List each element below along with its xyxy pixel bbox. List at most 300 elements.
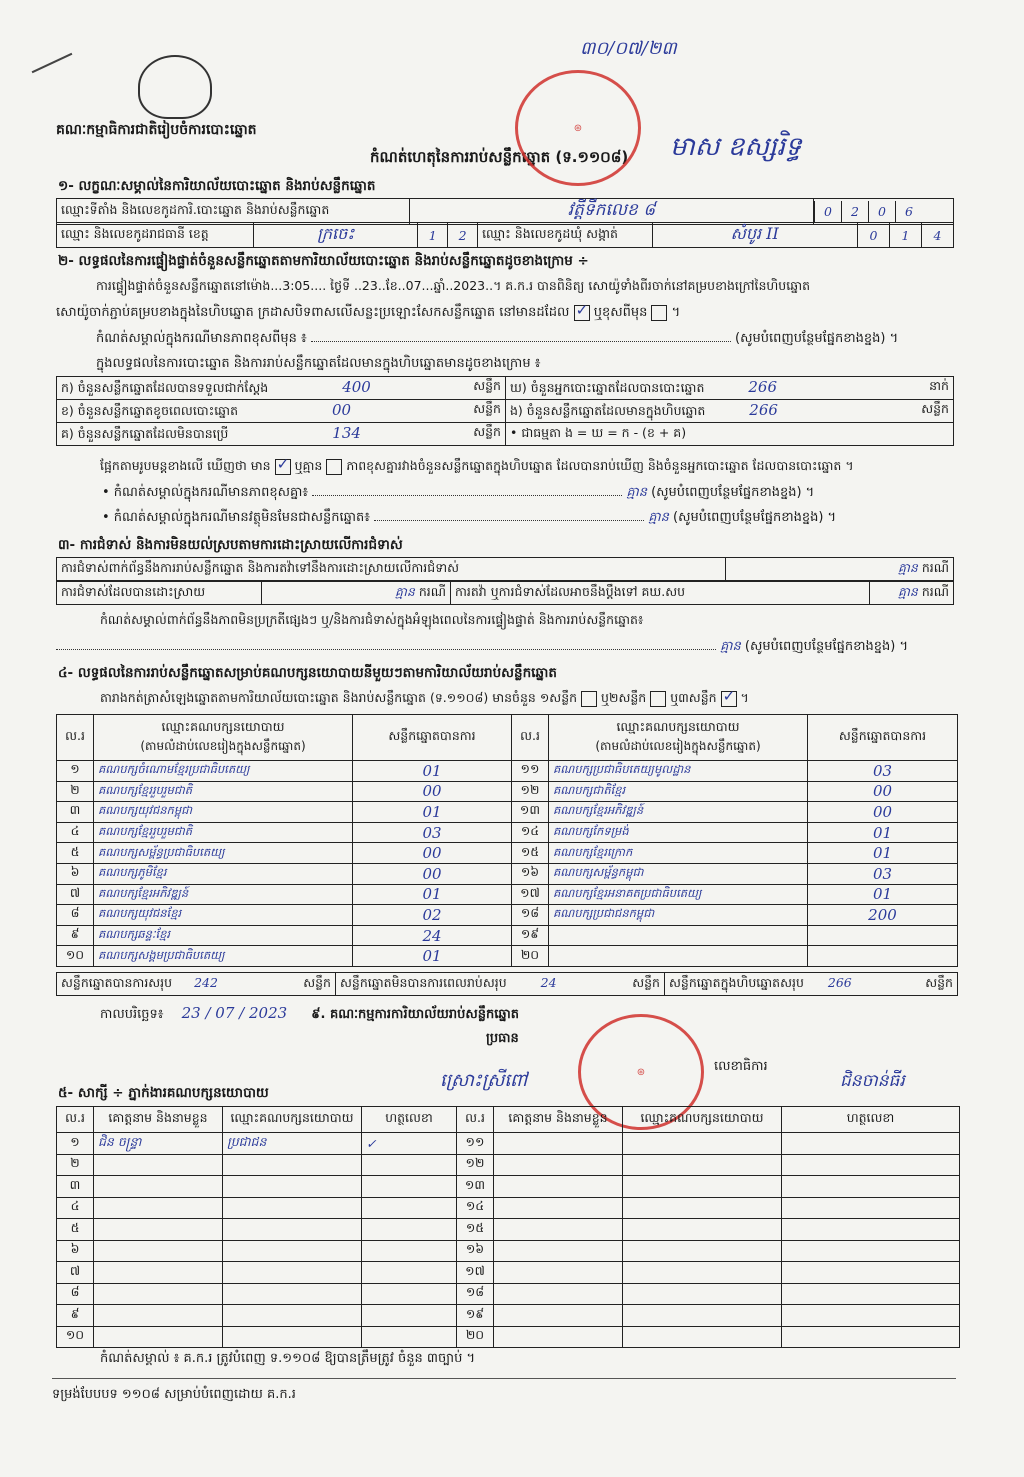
- total-unit: សន្លឹក: [632, 974, 660, 990]
- s2-para4-c: ភាពខុសគ្នារវាងចំនួនសន្លឹកឆ្នោតក្នុងហិបឆ្នោត ដែលបានរាប់ឃើញ និងចំនួនអ្នកបោះឆ្នោត ដែលបានបោះឆ្នោត ។: [346, 458, 854, 473]
- table-row: [57, 1326, 960, 1348]
- s2-bullet1: • កំណត់សម្គាល់ក្នុងករណីមានភាពខុសគ្នា៖: [102, 485, 309, 500]
- s2-para4-line: [100, 458, 854, 477]
- party-votes: 01: [808, 822, 958, 843]
- row-no: ១៩: [457, 1305, 494, 1327]
- section1-table-row2: [56, 222, 954, 248]
- row-no: ១៤: [512, 822, 549, 843]
- table-row: [57, 1240, 960, 1262]
- three-sheets-checkbox[interactable]: [721, 691, 737, 707]
- s3-row2-label2: ការតវ៉ា ឬការជំទាស់ដែលអាចនឹងប្តឹងទៅ គឃ.សប: [451, 582, 870, 605]
- s3-row2-value: គ្មាន: [395, 583, 415, 599]
- party-name: [549, 925, 808, 946]
- party-votes: 01: [353, 761, 512, 782]
- witness-party: ប្រជាជន: [223, 1133, 362, 1155]
- witness-name: [94, 1197, 223, 1219]
- official-stamp-bottom: ⊛: [578, 1014, 704, 1130]
- code-digit: 1: [418, 223, 448, 248]
- col-name: គោត្តនាម និងនាមខ្លួន: [494, 1107, 623, 1133]
- witness-party: [623, 1133, 782, 1155]
- chair-label: ប្រធាន: [486, 1031, 519, 1046]
- total-label: សន្លឹកឆ្នោតមិនបានការពេលរាប់សរុប: [340, 974, 507, 990]
- date-label: កាលបរិច្ឆេទ៖: [100, 1007, 164, 1022]
- one-sheet-checkbox[interactable]: [581, 691, 597, 707]
- party-name: គណបក្សប្រជាជនកម្ពុជា: [549, 905, 808, 926]
- witness-name: [94, 1305, 223, 1327]
- s2-formula: • ជាធម្មតា ង = ឃ = ក - (ខ + គ): [506, 423, 954, 446]
- witness-name: [94, 1283, 223, 1305]
- s3-note: កំណត់សម្គាល់ពាក់ព័ន្ធនឹងភាពមិនប្រក្រតីផ្សេងៗ ឬ/និងការជំទាស់ក្នុងអំឡុងពេលនៃការផ្ទៀងផ្ទាត់ និងការរាប់សន្លឹកឆ្នោត៖: [100, 612, 644, 627]
- party-votes: 01: [808, 884, 958, 905]
- col-name: គោត្តនាម និងនាមខ្លួន: [94, 1107, 223, 1133]
- row-no: ៦: [57, 863, 94, 884]
- witness-party: [623, 1197, 782, 1219]
- total-invalid: [336, 973, 665, 996]
- s2-bullet2: • កំណត់សម្គាល់ក្នុងករណីមានវត្ថុមិនមែនជាសន្លឹកឆ្នោត៖: [102, 510, 370, 525]
- witness-name: [494, 1154, 623, 1176]
- party-name: គណបក្សចំណោមខ្មែរប្រជាធិបតេយ្យ: [94, 761, 353, 782]
- party-results-table: [56, 714, 958, 967]
- total-unit: សន្លឹក: [303, 974, 331, 990]
- s3-row1-unit: ករណី: [921, 559, 949, 575]
- witness-sign: [782, 1176, 960, 1198]
- witness-name: [94, 1154, 223, 1176]
- pen-mark: [32, 53, 73, 73]
- party-votes: 00: [353, 843, 512, 864]
- witness-sign: [782, 1305, 960, 1327]
- row-unit: សន្លឹក: [473, 377, 501, 393]
- s2-row-c: [57, 423, 506, 446]
- party-name: គណបក្សខ្មែររួបរួមជាតិ: [94, 781, 353, 802]
- witness-sign: [362, 1197, 457, 1219]
- total-valid: [57, 973, 336, 996]
- col-no: ល.រ: [57, 1107, 94, 1133]
- table-row: [57, 1197, 960, 1219]
- table-row: [57, 781, 958, 802]
- party-votes: 200: [808, 905, 958, 926]
- s2-row-b: [57, 400, 506, 423]
- col-party: ឈ្មោះគណបក្សនយោបាយ: [223, 1107, 362, 1133]
- witness-name: [494, 1283, 623, 1305]
- witness-sign: [782, 1133, 960, 1155]
- row-unit: សន្លឹក: [473, 423, 501, 439]
- table-row: [57, 1262, 960, 1284]
- s3-row2-cell: [262, 582, 451, 605]
- col-no: ល.រ: [512, 715, 549, 761]
- s3-note-fill: (សូមបំពេញបន្ថែមផ្នែកខាងខ្នង) ។: [744, 639, 909, 654]
- col-party-title: ឈ្មោះគណបក្សនយោបាយ: [161, 719, 285, 734]
- col-no: ល.រ: [57, 715, 94, 761]
- party-votes: 01: [808, 843, 958, 864]
- row-no: ២: [57, 781, 94, 802]
- s4-date-line: [100, 1004, 519, 1025]
- party-totals-table: [56, 972, 958, 996]
- s2-para4-b: ឬគ្មាន: [294, 458, 323, 473]
- row-no: ១១: [457, 1133, 494, 1155]
- witness-party: [223, 1262, 362, 1284]
- witness-name: [94, 1176, 223, 1198]
- witness-party: [223, 1240, 362, 1262]
- party-votes: [808, 925, 958, 946]
- witness-sign: [782, 1262, 960, 1284]
- s1-row2-value: ក្រចេះ: [254, 223, 418, 248]
- s1-row1-label: ឈ្មោះទីតាំង និងលេខកូដការិ.បោះឆ្នោត និងរាប់សន្លឹកឆ្នោត: [57, 199, 410, 225]
- row-label: ង) ចំនួនសន្លឹកឆ្នោតដែលមានក្នុងហិបឆ្នោត: [510, 402, 706, 418]
- same-as-before-checkbox[interactable]: [574, 305, 590, 321]
- code-digit: 0: [857, 223, 889, 248]
- row-no: ១៦: [457, 1240, 494, 1262]
- witness-sign: [782, 1240, 960, 1262]
- witness-name: [494, 1305, 623, 1327]
- form-title: កំណត់ហេតុនៃការរាប់សន្លឹកឆ្នោត (ទ.១១០៨): [370, 148, 629, 166]
- witness-sign: [782, 1283, 960, 1305]
- row-no: ៥: [57, 1219, 94, 1241]
- witness-name: [94, 1219, 223, 1241]
- has-difference-checkbox[interactable]: [275, 459, 291, 475]
- col-party-sub: (តាមលំដាប់លេខរៀងក្នុងសន្លឹកឆ្នោត): [140, 739, 306, 753]
- party-votes: [808, 946, 958, 967]
- row-no: ១២: [512, 781, 549, 802]
- s1-row1-value: វត្តីទឹកលេខ ៨: [410, 199, 814, 225]
- table-row: [57, 946, 958, 967]
- row-no: ១៤: [457, 1197, 494, 1219]
- witness-party: [623, 1154, 782, 1176]
- dots: [374, 520, 644, 521]
- witness-name: [94, 1262, 223, 1284]
- witness-sign: ✓: [362, 1133, 457, 1155]
- row-no: ៣: [57, 1176, 94, 1198]
- witness-party: [223, 1305, 362, 1327]
- row-no: ៧: [57, 1262, 94, 1284]
- table-row: [57, 905, 958, 926]
- row-no: ១១: [512, 761, 549, 782]
- witness-party: [623, 1262, 782, 1284]
- two-sheets-checkbox[interactable]: [650, 691, 666, 707]
- row-no: ១: [57, 1133, 94, 1155]
- witness-sign: [362, 1262, 457, 1284]
- table-row: [57, 1176, 960, 1198]
- party-name: គណបក្សសម្ព័ន្ធកម្ពុជា: [549, 863, 808, 884]
- row-no: ១៧: [512, 884, 549, 905]
- witness-name: [494, 1262, 623, 1284]
- row-no: ៣: [57, 802, 94, 823]
- s2-row-d: [506, 377, 954, 400]
- s5-footnote: កំណត់សម្គាល់ ៖ គ.ក.រ ត្រូវបំពេញ ទ.១១០៨ ឱ្យបានត្រឹមត្រូវ ចំនួន ៣ច្បាប់ ។: [100, 1351, 476, 1366]
- witness-sign: [362, 1176, 457, 1198]
- col-party: [549, 715, 808, 761]
- party-votes: 01: [353, 946, 512, 967]
- row-no: ១០: [57, 1326, 94, 1348]
- row-no: ១៣: [457, 1176, 494, 1198]
- row-label: ក) ចំនួនសន្លឹកឆ្នោតដែលបានទទួលជាក់ស្តែង: [61, 379, 269, 395]
- row-label: គ) ចំនួនសន្លឹកឆ្នោតដែលមិនបានប្រើ: [61, 425, 229, 441]
- s2-bullet2-val: គ្មាន: [648, 510, 669, 525]
- row-no: ៥: [57, 843, 94, 864]
- party-votes: 24: [353, 925, 512, 946]
- row-label: ខ) ចំនួនសន្លឹកឆ្នោតខូចពេលបោះឆ្នោត: [61, 402, 239, 418]
- witness-name: [494, 1176, 623, 1198]
- party-name: គណបក្សខ្មែររួបរួមជាតិ: [94, 822, 353, 843]
- witness-sign: [362, 1305, 457, 1327]
- s2-bullet2-fill: (សូមបំពេញបន្ថែមផ្នែកខាងខ្នង) ។: [673, 510, 837, 525]
- s4-intro-b: ឬ២សន្លឹក: [601, 690, 647, 705]
- code-digit: 4: [921, 223, 953, 248]
- table-row: [57, 1219, 960, 1241]
- row-no: ១៨: [457, 1283, 494, 1305]
- row-no: ១៩: [512, 925, 549, 946]
- table-row: [57, 761, 958, 782]
- witness-party: [623, 1176, 782, 1198]
- s5-bottom: ទម្រង់បែបបទ ១១០៨ សម្រាប់បំពេញដោយ គ.ក.រ: [52, 1387, 296, 1402]
- row-no: ៧: [57, 884, 94, 905]
- s2-counts-table: [56, 376, 954, 446]
- witness-name: [494, 1240, 623, 1262]
- s2-para2-line: សោយ៉ូចាក់ភ្ជាប់គម្របខាងក្នុងនៃហិបឆ្នោត ក្រដាសបិទពាសលើសន្លះប្រឡោះសែកសន្លឹកឆ្នោត នៅមានដដែល ✓ ឬខុសពីមុន ។: [56, 304, 680, 323]
- s3-row2-value2: គ្មាន: [898, 583, 918, 599]
- witness-name: [494, 1326, 623, 1348]
- row-no: ១៧: [457, 1262, 494, 1284]
- s2-bullet2-line: [102, 509, 836, 528]
- table-row: [57, 802, 958, 823]
- witness-party: [223, 1154, 362, 1176]
- s1-row2-label2: ឈ្មោះ និងលេខកូដឃុំ សង្កាត់: [478, 223, 652, 248]
- s3-row2-cell2: [870, 582, 954, 605]
- witness-party: [623, 1305, 782, 1327]
- committee-name: គណៈកម្មាធិការជាតិរៀបចំការបោះឆ្នោត: [56, 122, 257, 138]
- total-box: [665, 973, 958, 996]
- row-value: 00: [332, 400, 352, 419]
- row-no: ១៦: [512, 863, 549, 884]
- committee-label: ៩. គណៈកម្មការការិយាល័យរាប់សន្លឹកឆ្នោត: [311, 1007, 519, 1022]
- nec-logo: [138, 55, 212, 119]
- s3-row1-value: គ្មាន: [898, 559, 918, 575]
- s2-para3: ក្នុងលទ្ធផលនៃការបោះឆ្នោត និងការរាប់សន្លឹកឆ្នោតដែលមានក្នុងហិបឆ្នោតមានដូចខាងក្រោម ៖: [96, 356, 541, 371]
- witness-party: [223, 1326, 362, 1348]
- party-name: គណបក្សភូមិខ្មែរ: [94, 863, 353, 884]
- code-digit: 2: [448, 223, 478, 248]
- s4-intro: តារាងកត់ត្រាសំឡេងឆ្នោតតាមការិយាល័យបោះឆ្នោត និងរាប់សន្លឹកឆ្នោត (ទ.១១០៨) មានចំនួន ១សន្លឹក: [100, 690, 578, 705]
- party-name: គណបក្សខ្មែរអនាគតប្រជាធិបតេយ្យ: [549, 884, 808, 905]
- col-sign: ហត្ថលេខា: [362, 1107, 457, 1133]
- s1-row2-value2: សំបូរ II: [652, 223, 857, 248]
- party-votes: 00: [808, 781, 958, 802]
- party-name: គណបក្សខ្មែរអភិវឌ្ឍន៍: [549, 802, 808, 823]
- row-no: ២០: [512, 946, 549, 967]
- s3-note-val: គ្មាន: [720, 639, 741, 654]
- section1-table: [56, 198, 954, 225]
- col-votes: សន្លឹកឆ្នោតបានការ: [808, 715, 958, 761]
- s1-row1-code: [814, 199, 954, 225]
- s2-bullet1-line: [102, 484, 814, 503]
- witness-name: [94, 1240, 223, 1262]
- s3-note-line2: [56, 638, 908, 657]
- table-row: [57, 1133, 960, 1155]
- witness-party: [623, 1219, 782, 1241]
- witness-name: [494, 1197, 623, 1219]
- s2-note-line: [96, 330, 898, 349]
- witness-party: [223, 1283, 362, 1305]
- s3-row2-unit: ករណី: [418, 583, 446, 599]
- hand-note-top: ៣០/០៧/២៣: [580, 38, 677, 59]
- code-digit: 0: [868, 201, 895, 223]
- total-label: សន្លឹកឆ្នោតក្នុងហិបឆ្នោតសរុប: [669, 974, 804, 990]
- row-no: ១០: [57, 946, 94, 967]
- s4-intro-line: តារាងកត់ត្រាសំឡេងឆ្នោតតាមការិយាល័យបោះឆ្នោត និងរាប់សន្លឹកឆ្នោត (ទ.១១០៨) មានចំនួន ១សន្លឹក ឬ២សន្លឹក ឬ៣សន្លឹក ✓ ។: [100, 690, 749, 709]
- party-votes: 00: [808, 802, 958, 823]
- s3-row2-unit2: ករណី: [921, 583, 949, 599]
- witness-sign: [362, 1154, 457, 1176]
- party-name: គណបក្សយុវជនខ្មែរ: [94, 905, 353, 926]
- table-row: [57, 1305, 960, 1327]
- row-value: 400: [342, 377, 371, 396]
- witness-sign: [362, 1240, 457, 1262]
- row-unit: នាក់: [929, 377, 949, 393]
- date-value: 23 / 07 / 2023: [181, 1004, 288, 1022]
- witness-party: [223, 1176, 362, 1198]
- secretary-signature: ជិនចាន់ធីរ: [840, 1071, 905, 1091]
- no-difference-checkbox[interactable]: [326, 459, 342, 475]
- s2-note: កំណត់សម្គាល់ក្នុងករណីមានភាពខុសពីមុន ៖: [96, 331, 307, 346]
- dots: [312, 495, 622, 496]
- row-no: ៦: [57, 1240, 94, 1262]
- row-no: ៤: [57, 822, 94, 843]
- witness-party: [623, 1283, 782, 1305]
- bottom-divider: [52, 1378, 956, 1379]
- row-no: ៨: [57, 1283, 94, 1305]
- section4-title: ៤- លទ្ធផលនៃការរាប់សន្លឹកឆ្នោតសម្រាប់គណបក្សនយោបាយនីមួយៗតាមការិយាល័យរាប់សន្លឹកឆ្នោត: [58, 665, 557, 681]
- row-no: ២០: [457, 1326, 494, 1348]
- total-value: 242: [194, 974, 218, 990]
- hand-signature-top: មាស ឧស្សរិទ្ធ: [670, 132, 802, 162]
- witness-table: [56, 1106, 960, 1348]
- party-name: គណបក្សយុវជនកម្ពុជា: [94, 802, 353, 823]
- code-digit: 2: [841, 201, 868, 223]
- party-votes: 01: [353, 802, 512, 823]
- party-name: គណបក្សសម្ព័ន្ធប្រជាធិបតេយ្យ: [94, 843, 353, 864]
- row-no: ១: [57, 761, 94, 782]
- s2-note-dots: [311, 341, 731, 342]
- witness-sign: [782, 1219, 960, 1241]
- row-no: ៩: [57, 925, 94, 946]
- row-no: ៩: [57, 1305, 94, 1327]
- dots: [56, 649, 716, 650]
- s3-table-row2: [56, 581, 954, 605]
- party-name: គណបក្សខ្មែរអភិវឌ្ឍន៍: [94, 884, 353, 905]
- party-name: គណបក្សសង្គមប្រជាធិបតេយ្យ: [94, 946, 353, 967]
- row-label: ឃ) ចំនួនអ្នកបោះឆ្នោតដែលបានបោះឆ្នោត: [510, 379, 705, 395]
- section3-title: ៣- ការជំទាស់ និងការមិនយល់ស្របតាមការដោះស្រាយលើការជំទាស់: [58, 537, 403, 553]
- total-value: 266: [827, 974, 852, 990]
- row-unit: សន្លឹក: [921, 400, 949, 416]
- row-unit: សន្លឹក: [473, 400, 501, 416]
- s3-row1-label: ការជំទាស់ពាក់ព័ន្ធនឹងការរាប់សន្លឹកឆ្នោត និងការតវ៉ាទៅនឹងការដោះស្រាយលើការជំទាស់: [57, 558, 726, 581]
- row-no: ១៥: [457, 1219, 494, 1241]
- witness-sign: [782, 1197, 960, 1219]
- s2-para4: ផ្អែកតាមរូបមន្តខាងលើ ឃើញថា មាន: [100, 458, 271, 473]
- s2-row-e: [506, 400, 954, 423]
- s2-bullet1-val: គ្មាន: [626, 485, 647, 500]
- witness-sign: [362, 1326, 457, 1348]
- s1-row2-label: ឈ្មោះ និងលេខកូដរាជធានី ខេត្ត: [57, 223, 254, 248]
- col-votes: សន្លឹកឆ្នោតបានការ: [353, 715, 512, 761]
- table-row: [57, 843, 958, 864]
- col-party: ឈ្មោះគណបក្សនយោបាយ: [623, 1107, 782, 1133]
- col-party-sub: (តាមលំដាប់លេខរៀងក្នុងសន្លឹកឆ្នោត): [595, 739, 761, 753]
- total-label: សន្លឹកឆ្នោតបានការសរុប: [61, 974, 173, 990]
- code-digit: 6: [895, 201, 922, 223]
- row-value: 266: [749, 400, 778, 419]
- row-no: ៨: [57, 905, 94, 926]
- row-value: 134: [332, 423, 361, 442]
- party-votes: 00: [353, 863, 512, 884]
- witness-sign: [782, 1326, 960, 1348]
- witness-sign: [782, 1154, 960, 1176]
- party-votes: 02: [353, 905, 512, 926]
- party-name: គណបក្សខ្មែរក្រោក: [549, 843, 808, 864]
- table-row: [57, 1154, 960, 1176]
- witness-sign: [362, 1283, 457, 1305]
- s2-note-fill: (សូមបំពេញបន្ថែមផ្នែកខាងខ្នង) ។: [735, 331, 899, 346]
- code-digit: 1: [889, 223, 921, 248]
- s2-para2-end: ឬខុសពីមុន: [593, 305, 648, 320]
- row-no: ២: [57, 1154, 94, 1176]
- table-row: [57, 925, 958, 946]
- witness-name: [494, 1133, 623, 1155]
- col-party-title: ឈ្មោះគណបក្សនយោបាយ: [616, 719, 740, 734]
- col-sign: ហត្ថលេខា: [782, 1107, 960, 1133]
- witness-name: [494, 1219, 623, 1241]
- witness-party: [223, 1219, 362, 1241]
- witness-name: ជិន ចន្ទ្រា: [94, 1133, 223, 1155]
- s2-para2: សោយ៉ូចាក់ភ្ជាប់គម្របខាងក្នុងនៃហិបឆ្នោត ក្រដាសបិទពាសលើសន្លះប្រឡោះសែកសន្លឹកឆ្នោត នៅមានដដែល: [56, 305, 570, 320]
- section1-title: ១- លក្ខណៈសម្គាល់នៃការិយាល័យបោះឆ្នោត និងរាប់សន្លឹកឆ្នោត: [58, 178, 376, 194]
- total-value: 24: [540, 974, 557, 990]
- row-no: ១២: [457, 1154, 494, 1176]
- s3-row1-cell: [726, 558, 954, 581]
- party-name: គណបក្សឆន្ទៈខ្មែរ: [94, 925, 353, 946]
- s2-para1: ការផ្ទៀងផ្ទាត់ចំនួនសន្លឹកឆ្នោតនៅម៉ោង...3:05.... ថ្ងៃទី ..23..ខែ..07...ឆ្នាំ..2023..។ គ.ក.រ បានពិនិត្យ សោយ៉ូទាំងពីរចាក់នៅគម្របខាងក្រៅនៃហិបឆ្នោត: [96, 278, 811, 293]
- s2-bullet1-fill: (សូមបំពេញបន្ថែមផ្នែកខាងខ្នង) ។: [651, 485, 815, 500]
- table-row: [57, 884, 958, 905]
- official-stamp-top: ⊛: [515, 70, 641, 186]
- section2-title: ២- លទ្ធផលនៃការផ្ទៀងផ្ទាត់ចំនួនសន្លឹកឆ្នោតតាមការិយាល័យបោះឆ្នោត និងរាប់សន្លឹកឆ្នោតដូចខាងក្រោម ÷: [58, 253, 589, 269]
- secretary-label: លេខាធិការ: [714, 1059, 768, 1074]
- witness-party: [223, 1197, 362, 1219]
- row-no: ១៨: [512, 905, 549, 926]
- section5-title: ៥- សាក្សី ÷ ភ្នាក់ងារគណបក្សនយោបាយ: [58, 1085, 269, 1101]
- table-row: [57, 1283, 960, 1305]
- party-name: [549, 946, 808, 967]
- party-name: គណបក្សប្រជាធិបតេយ្យមូលដ្ឋាន: [549, 761, 808, 782]
- party-name: គណបក្សជាតិខ្មែរ: [549, 781, 808, 802]
- s3-table: [56, 557, 954, 581]
- different-checkbox[interactable]: [651, 305, 667, 321]
- table-row: [57, 863, 958, 884]
- row-no: ១៣: [512, 802, 549, 823]
- table-row: [57, 822, 958, 843]
- code-digit: 0: [814, 201, 841, 223]
- witness-name: [94, 1326, 223, 1348]
- row-no: ៤: [57, 1197, 94, 1219]
- party-votes: 01: [353, 884, 512, 905]
- party-votes: 03: [808, 761, 958, 782]
- row-no: ១៥: [512, 843, 549, 864]
- witness-party: [623, 1240, 782, 1262]
- chair-signature: ស្រោះស្រីពៅ: [440, 1070, 528, 1091]
- party-votes: 00: [353, 781, 512, 802]
- s3-row2-label: ការជំទាស់ដែលបានដោះស្រាយ: [57, 582, 262, 605]
- s2-row-a: [57, 377, 506, 400]
